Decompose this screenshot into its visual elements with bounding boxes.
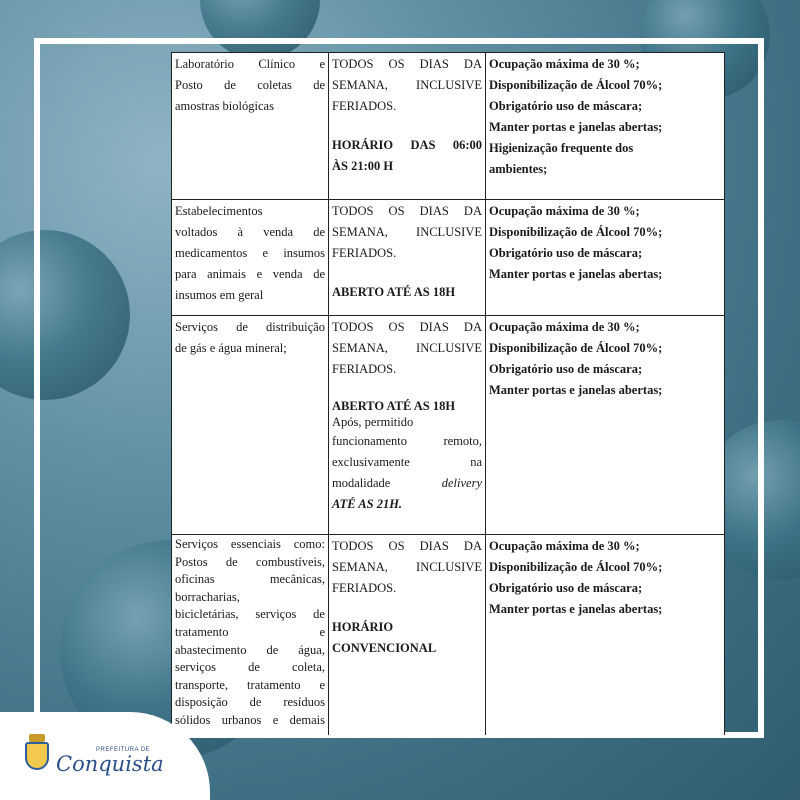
activity-line: tratamento e <box>175 624 325 639</box>
activity-line: Serviços essenciais como: <box>175 537 325 551</box>
activity-line: serviços de coleta, <box>175 660 325 675</box>
rule-line: Obrigatório uso de máscara; <box>489 362 643 376</box>
activity-line: para animais e venda de <box>175 267 325 281</box>
activity-cell <box>172 535 329 736</box>
schedule-line: FERIADOS. <box>332 362 397 376</box>
schedule-line: TODOS OS DIAS DA <box>332 57 482 71</box>
rule-line: Manter portas e janelas abertas; <box>489 267 663 281</box>
schedule-cell <box>329 535 486 736</box>
delivery-word: delivery <box>441 476 482 490</box>
schedule-cell <box>329 200 486 316</box>
delivery-time: ATÉ AS 21H. <box>332 497 403 511</box>
rule-line: Disponibilização de Álcool 70%; <box>489 341 663 355</box>
rule-line: Disponibilização de Álcool 70%; <box>489 560 663 574</box>
activity-line: Laboratório Clínico e <box>175 57 325 71</box>
rule-line: Higienização frequente dos <box>489 141 634 155</box>
delivery-prefix: modalidade <box>332 476 391 490</box>
schedule-hours: ABERTO ATÉ AS 18H <box>332 399 456 413</box>
activity-line: bicicletárias, serviços de <box>175 607 325 622</box>
table-row <box>172 53 725 200</box>
schedule-hours: ÀS 21:00 H <box>332 159 394 173</box>
schedule-note: exclusivamente na <box>332 455 482 469</box>
schedule-hours: HORÁRIO <box>332 620 394 634</box>
schedule-line: SEMANA, INCLUSIVE <box>332 560 482 574</box>
activity-cell <box>172 316 329 535</box>
rule-line: Ocupação máxima de 30 %; <box>489 204 640 218</box>
schedule-line: FERIADOS. <box>332 581 397 595</box>
logo-subtitle: PREFEITURA DE <box>96 747 151 753</box>
activity-line: voltados à venda de <box>175 225 325 239</box>
rules-cell <box>486 316 725 535</box>
activity-line: abastecimento de água, <box>175 642 325 657</box>
rule-line: Obrigatório uso de máscara; <box>489 99 643 113</box>
schedule-hours: ABERTO ATÉ AS 18H <box>332 285 456 299</box>
table-row <box>172 316 725 535</box>
rule-line: Manter portas e janelas abertas; <box>489 602 663 616</box>
rule-line: Manter portas e janelas abertas; <box>489 383 663 397</box>
activity-line: Postos de combustíveis, <box>175 554 325 569</box>
activity-line: amostras biológicas <box>175 99 274 113</box>
schedule-hours: HORÁRIO DAS 06:00 <box>332 138 482 152</box>
activity-line: Estabelecimentos <box>175 204 263 218</box>
activity-line: Posto de coletas de <box>175 78 325 92</box>
schedule-line: SEMANA, INCLUSIVE <box>332 341 482 355</box>
rule-line: Manter portas e janelas abertas; <box>489 120 663 134</box>
schedule-line: SEMANA, INCLUSIVE <box>332 78 482 92</box>
rule-line: Disponibilização de Álcool 70%; <box>489 225 663 239</box>
activity-line: de gás e água mineral; <box>175 341 287 355</box>
rule-line: Obrigatório uso de máscara; <box>489 246 643 260</box>
table-row <box>172 200 725 316</box>
activity-line: insumos em geral <box>175 288 264 302</box>
rules-cell <box>486 200 725 316</box>
schedule-line: TODOS OS DIAS DA <box>332 204 482 218</box>
schedule-line: TODOS OS DIAS DA <box>332 320 482 334</box>
activity-line: Serviços de distribuição <box>175 320 325 334</box>
activity-cell <box>172 53 329 200</box>
crest-shield-icon <box>25 742 49 770</box>
activity-line: oficinas mecânicas, <box>175 572 325 587</box>
schedule-cell <box>329 53 486 200</box>
activity-line: sólidos urbanos e demais <box>175 712 325 727</box>
rule-line: Disponibilização de Álcool 70%; <box>489 78 663 92</box>
schedule-line: FERIADOS. <box>332 99 397 113</box>
schedule-line: SEMANA, INCLUSIVE <box>332 225 482 239</box>
schedule-cell <box>329 316 486 535</box>
rule-line: Ocupação máxima de 30 %; <box>489 320 640 334</box>
rules-table <box>171 52 725 735</box>
activity-line: transporte, tratamento e <box>175 677 325 692</box>
schedule-hours: CONVENCIONAL <box>332 641 437 655</box>
rule-line: ambientes; <box>489 162 548 176</box>
activity-cell <box>172 200 329 316</box>
logo-name: Conquista <box>56 752 164 776</box>
rules-cell <box>486 535 725 736</box>
rule-line: Obrigatório uso de máscara; <box>489 581 643 595</box>
table-row <box>172 535 725 736</box>
document-table-page <box>171 52 725 735</box>
schedule-note: funcionamento remoto, <box>332 434 482 448</box>
activity-line: medicamentos e insumos <box>175 246 325 260</box>
schedule-line: TODOS OS DIAS DA <box>332 539 482 553</box>
rule-line: Ocupação máxima de 30 %; <box>489 57 640 71</box>
rule-line: Ocupação máxima de 30 %; <box>489 539 640 553</box>
activity-line: borracharias, <box>175 589 240 604</box>
crest-crown-icon <box>29 734 45 742</box>
activity-line: disposição de resíduos <box>175 695 325 710</box>
schedule-line: FERIADOS. <box>332 246 397 260</box>
rules-cell <box>486 53 725 200</box>
schedule-note: Após, permitido <box>332 415 414 429</box>
schedule-note <box>332 473 482 494</box>
